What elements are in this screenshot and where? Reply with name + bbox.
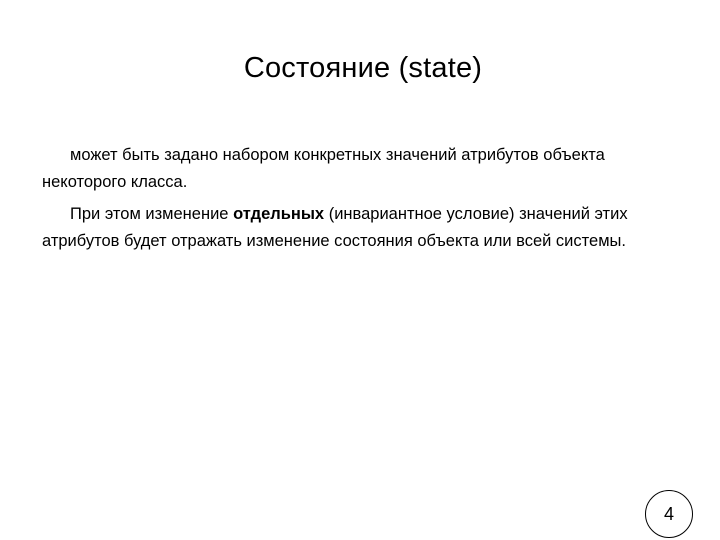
emphasis-separate: отдельных [233,205,325,223]
paragraph-change-end: (инвариантное условие) значений этих атрибутов будет отражать изменение состояния объекта или всей системы. [42,205,628,250]
page-number-badge [645,490,693,538]
slide-body [42,142,692,260]
paragraph-definition: может быть задано набором конкретных значений атрибутов объекта некоторого класса. [42,146,605,191]
slide-title: Состояние (state) [243,52,483,84]
paragraph-change [42,201,692,255]
paragraph-change-start: При этом изменение [70,205,234,223]
page-number: 4 [663,503,674,524]
